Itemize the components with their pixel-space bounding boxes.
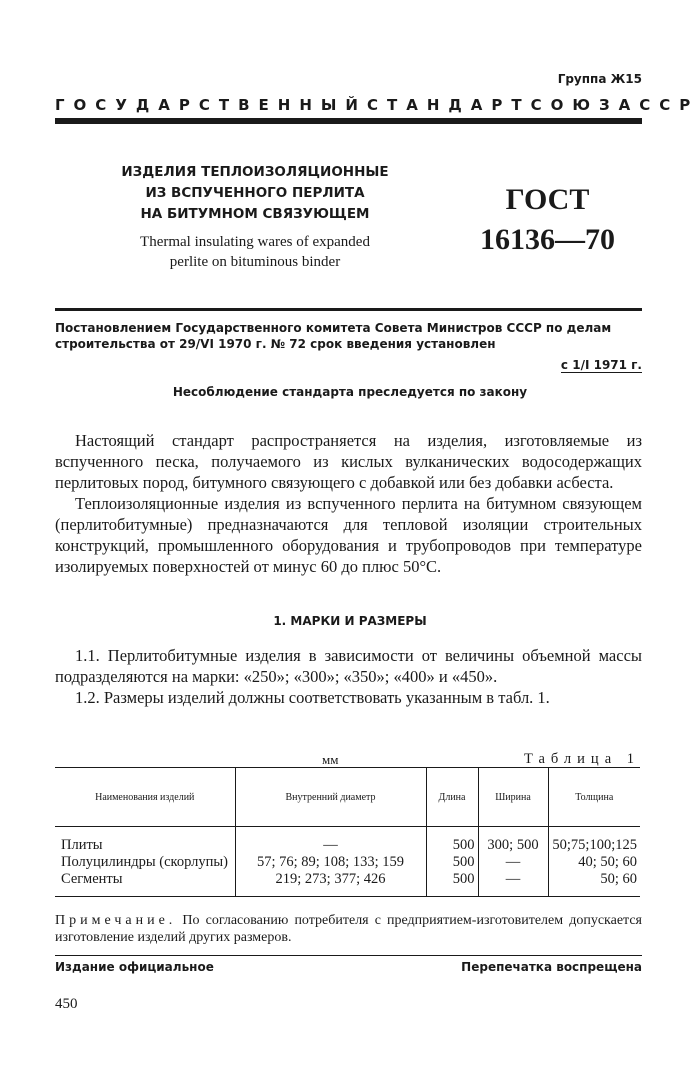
cell-name: Плиты <box>61 837 103 853</box>
section-heading: 1. МАРКИ И РАЗМЕРЫ <box>273 614 427 628</box>
standard-title-ru <box>100 162 410 225</box>
cell-thickness: 50;75;100;125 <box>548 837 640 854</box>
cell-name: Полуцилиндры (скорлупы) <box>61 854 228 870</box>
cell-diameter: 57; 76; 89; 108; 133; 159 <box>235 854 426 871</box>
legal-warning: Несоблюдение стандарта преследуется по закону <box>172 385 528 399</box>
intro-paragraph: Настоящий стандарт распространяется на изделия, изготовляемые из вспученного песка, получаемого из кислых вулканических водосодержащих перлитовых пород, битумного связующего с добавкой или без добавки асбеста. <box>55 431 642 492</box>
title-ru-line: ИЗДЕЛИЯ ТЕПЛОИЗОЛЯЦИОННЫЕ <box>121 164 389 180</box>
gost-number: 16136—70 <box>480 223 615 256</box>
table-caption: Таблица 1 <box>523 751 640 767</box>
col-header: Внутренний диаметр <box>235 768 426 827</box>
cell-diameter: — <box>235 837 426 854</box>
title-ru-line: ИЗ ВСПУЧЕННОГО ПЕРЛИТА <box>145 185 365 201</box>
note-text: По согласованию потребителя с предприятием-изготовителем допускается изготовление изделий других размеров. <box>55 913 642 945</box>
table-spacer <box>55 827 640 838</box>
table-row <box>55 854 640 871</box>
cell-width: — <box>478 854 548 871</box>
col-header: Ширина <box>478 768 548 827</box>
table-row <box>55 837 640 854</box>
cell-width: — <box>478 871 548 897</box>
top-rule <box>55 118 642 124</box>
heading-word: ГОСУДАРСТВЕННЫЙ <box>55 96 367 114</box>
title-ru-line: НА БИТУМНОМ СВЯЗУЮЩЕМ <box>140 206 370 222</box>
col-header: Толщина <box>548 768 640 827</box>
title-en-line: perlite on bituminous binder <box>169 254 341 270</box>
cell-length: 500 <box>426 871 478 897</box>
title-rule <box>55 308 642 311</box>
classification-group: Группа Ж15 <box>557 72 642 86</box>
heading-word: ССР <box>639 96 700 114</box>
standard-title-en <box>100 232 410 272</box>
cell-length: 500 <box>426 854 478 871</box>
table-note <box>55 912 642 946</box>
cell-thickness: 40; 50; 60 <box>548 854 640 871</box>
heading-word: СТАНДАРТ <box>366 96 531 114</box>
footer-rule <box>55 955 642 956</box>
cell-width: 300; 500 <box>478 837 548 854</box>
cell-name: Сегменты <box>55 871 235 897</box>
intro-text <box>55 430 642 577</box>
clause-1-2: 1.2. Размеры изделий должны соответствовать указанным в табл. 1. <box>75 688 550 707</box>
reprint-prohibited: Перепечатка воспрещена <box>461 960 642 974</box>
cell-length: 500 <box>426 837 478 854</box>
decree-text: Постановлением Государственного комитета Совета Министров СССР по делам строительства от 29/VI 1970 г. № 72 срок введения установлен <box>55 321 612 351</box>
col-header: Длина <box>426 768 478 827</box>
effective-date: с 1/I 1971 г. <box>560 358 642 372</box>
cell-diameter: 219; 273; 377; 426 <box>235 871 426 897</box>
clause-1-1: 1.1. Перлитобитумные изделия в зависимости от величины объемной массы подразделяются на марки: «250»; «300»; «350»; «400» и «450». <box>55 646 642 686</box>
state-standard-heading <box>55 96 700 114</box>
note-label: Примечание. <box>55 913 177 928</box>
gost-designation <box>460 180 635 260</box>
intro-paragraph: Теплоизоляционные изделия из вспученного перлита на битумном связующем (перлитобитумные) предназначаются для тепловой изоляции строительных конструкций, промышленного оборудования и трубопроводов при температуре изолируемых поверхностей от минус 60 до плюс 50°С. <box>55 494 642 576</box>
cell-thickness: 50; 60 <box>548 871 640 897</box>
table-unit: мм <box>322 752 339 767</box>
heading-word: СОЮЗА <box>530 96 640 114</box>
table-header-row <box>55 768 640 827</box>
page-number: 450 <box>55 996 78 1012</box>
gost-label: ГОСТ <box>505 183 590 216</box>
table-row <box>55 871 640 897</box>
official-edition: Издание официальное <box>55 960 214 974</box>
dimensions-table <box>55 767 640 897</box>
col-header: Наименования изделий <box>55 768 235 827</box>
section1-text <box>55 645 642 708</box>
title-en-line: Thermal insulating wares of expanded <box>140 234 370 250</box>
